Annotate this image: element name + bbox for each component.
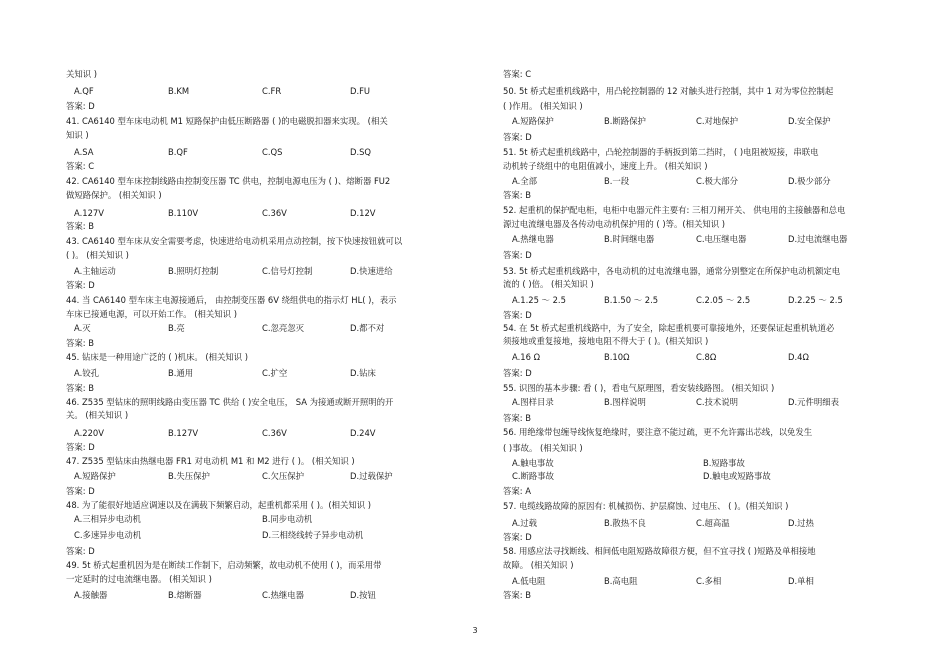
option-d: D.快速进给 bbox=[350, 266, 393, 276]
option-d: D.按钮 bbox=[350, 590, 376, 600]
q57-line-1: 57. 电缆线路故障的原因有: 机械损伤、护层腐蚀、过电压、 ( )。(相关知识 ) bbox=[503, 501, 789, 511]
q58-line-2: 故障。 (相关知识 ) bbox=[503, 560, 574, 570]
option-b: B.时间继电器 bbox=[604, 234, 655, 244]
option-c: C.欠压保护 bbox=[262, 471, 305, 481]
q52-line-2: 源过电流继电器及各传动电动机保护用的 ( )等。(相关知识 ) bbox=[503, 219, 726, 229]
q50-line-2: ( )作用。 (相关知识 ) bbox=[503, 101, 583, 111]
option-d: D.都不对 bbox=[350, 323, 385, 333]
option-b: B.通用 bbox=[168, 368, 194, 378]
option-c: C.热继电器 bbox=[262, 590, 305, 600]
option-a: A.图样目录 bbox=[512, 397, 554, 407]
option-a: A.短路保护 bbox=[512, 116, 554, 126]
q42-line-1: 42. CA6140 型车床控制线路由控制变压器 TC 供电，控制电源电压为 ( )、熔断器 FU2 bbox=[66, 176, 391, 186]
option-c: C.扩空 bbox=[262, 368, 288, 378]
q45-line-1: 45. 钻床是一种用途广泛的 ( )机床。 (相关知识 ) bbox=[66, 352, 249, 362]
option-a: A.QF bbox=[74, 86, 94, 96]
q50-line-1: 50. 5t 桥式起重机线路中，用凸轮控制器的 12 对触头进行控制，其中 1 对为零位控制起 bbox=[503, 86, 834, 96]
option-b: B.图样说明 bbox=[604, 397, 646, 407]
option-a: A.16 Ω bbox=[512, 352, 540, 362]
q56-line-2: ( )事故。 (相关知识 ) bbox=[503, 443, 583, 453]
option-b: B.照明灯控制 bbox=[168, 266, 219, 276]
q50-answer: 答案: D bbox=[503, 132, 532, 142]
option-a: A.过载 bbox=[512, 518, 537, 528]
q55-line-1: 55. 识图的基本步骤: 看 ( )，看电气原理图，看安装线路图。 (相关知识 ) bbox=[503, 383, 775, 393]
q54-line-1: 54. 在 5t 桥式起重机线路中，为了安全，除起重机要可靠接地外，还要保证起重机轨道必 bbox=[503, 323, 835, 333]
option-b: B.失压保护 bbox=[168, 471, 210, 481]
option-d: D.元件明细表 bbox=[788, 397, 839, 407]
option-d: D.钻床 bbox=[350, 368, 376, 378]
q52-line-1: 52. 起重机的保护配电柜，电柜中电器元件主要有: 三相刀闸开关、 供电用的主接触器和总电 bbox=[503, 205, 846, 215]
q45-answer: 答案: B bbox=[66, 383, 94, 393]
q43-answer: 答案: D bbox=[66, 280, 95, 290]
page-number: 3 bbox=[472, 626, 478, 635]
option-c: C.8Ω bbox=[696, 352, 717, 362]
option-b: B.QF bbox=[168, 147, 188, 157]
option-c: C.多相 bbox=[696, 576, 722, 586]
q44-line-1: 44. 当 CA6140 型车床主电源接通后， 由控制变压器 6V 绕组供电的指示灯 HL( )，表示 bbox=[66, 295, 397, 305]
q51-line-1: 51. 5t 桥式起重机线路中，凸轮控制器的手柄扳到第二挡时， ( )电阻被短接，串联电 bbox=[503, 147, 819, 157]
q48-line-1: 48. 为了能很好地适应调速以及在满载下频繁启动，起重机都采用 ( )。(相关知识 ) bbox=[66, 500, 372, 510]
q51-answer: 答案: B bbox=[503, 190, 531, 200]
option-a: C.多速异步电动机 bbox=[74, 530, 142, 540]
option-d: D.24V bbox=[350, 428, 376, 438]
option-d: D.过载保护 bbox=[350, 471, 393, 481]
q40-tail: 关知识 ) bbox=[66, 69, 98, 79]
option-a: A.灭 bbox=[74, 323, 91, 333]
q49-line-1: 49. 5t 桥式起重机因为是在断续工作制下，启动频繁，故电动机不使用 ( )，而采用带 bbox=[66, 560, 382, 570]
q44-line-2: 车床已接通电源，可以开始工作。 (相关知识 ) bbox=[66, 309, 237, 319]
q43-line-2: ( )。 (相关知识 ) bbox=[66, 250, 129, 260]
q44-answer: 答案: B bbox=[66, 338, 94, 348]
option-b: B.110V bbox=[168, 208, 199, 218]
option-d: D.极少部分 bbox=[788, 176, 831, 186]
option-d: D.2.25 ～ 2.5 bbox=[788, 295, 843, 305]
q53-answer: 答案: D bbox=[503, 310, 532, 320]
option-a: A.接触器 bbox=[74, 590, 108, 600]
option-b: B.断路保护 bbox=[604, 116, 646, 126]
option-b: B.1.50 ～ 2.5 bbox=[604, 295, 659, 305]
option-a: A.127V bbox=[74, 208, 104, 218]
q41-line-2: 知识 ) bbox=[66, 130, 89, 140]
q58-line-1: 58. 用感应法寻找断线、相间低电阻短路故障很方便，但不宜寻找 ( )短路及单相接地 bbox=[503, 546, 816, 556]
option-b: B.一段 bbox=[604, 176, 630, 186]
option-b: D.三相绕线转子异步电动机 bbox=[262, 530, 364, 540]
option-b: B.亮 bbox=[168, 323, 185, 333]
option-a: A.主轴运动 bbox=[74, 266, 116, 276]
option-a: C.断路事故 bbox=[512, 471, 555, 481]
q41-answer: 答案: C bbox=[66, 161, 95, 171]
option-b: B.10Ω bbox=[604, 352, 630, 362]
option-c: C.36V bbox=[262, 428, 287, 438]
option-c: C.超高温 bbox=[696, 518, 730, 528]
option-a: A.铰孔 bbox=[74, 368, 99, 378]
q46-line-1: 46. Z535 型钻床的照明线路由变压器 TC 供给 ( )安全电压， SA 为接通或断开照明的开 bbox=[66, 397, 394, 407]
q42-line-2: 做短路保护。 (相关知识 ) bbox=[66, 190, 162, 200]
option-b: B.短路事故 bbox=[703, 458, 745, 468]
option-c: C.2.05 ～ 2.5 bbox=[696, 295, 751, 305]
q54-line-2: 须接地或重复接地，接地电阻不得大于 ( )。(相关知识 ) bbox=[503, 336, 709, 346]
option-b: D.触电或短路事故 bbox=[703, 471, 771, 481]
option-a: A.热继电器 bbox=[512, 234, 554, 244]
option-c: C.极大部分 bbox=[696, 176, 739, 186]
option-c: C.对地保护 bbox=[696, 116, 739, 126]
option-c: C.信号灯控制 bbox=[262, 266, 313, 276]
option-b: B.高电阻 bbox=[604, 576, 638, 586]
option-a: A.三相异步电动机 bbox=[74, 514, 141, 524]
option-a: A.触电事故 bbox=[512, 458, 554, 468]
q46-answer: 答案: D bbox=[66, 442, 95, 452]
option-d: D.过电流继电器 bbox=[788, 234, 848, 244]
option-c: C.电压继电器 bbox=[696, 234, 747, 244]
option-a: A.SA bbox=[74, 147, 94, 157]
q56-answer: 答案: A bbox=[503, 486, 531, 496]
option-d: D.FU bbox=[350, 86, 371, 96]
option-c: C.FR bbox=[262, 86, 282, 96]
option-a: A.低电阻 bbox=[512, 576, 546, 586]
q47-line-1: 47. Z535 型钻床由热继电器 FR1 对电动机 M1 和 M2 进行 ( )。 (相关知识 ) bbox=[66, 456, 355, 466]
option-a: A.短路保护 bbox=[74, 471, 116, 481]
q53-line-2: 流的 ( )倍。 (相关知识 ) bbox=[503, 279, 594, 289]
q56-line-1: 56. 用绝缘带包缠导线恢复绝缘时，要注意不能过疏，更不允许露出芯线，以免发生 bbox=[503, 427, 813, 437]
q58-answer: 答案: B bbox=[503, 590, 531, 600]
option-d: D.安全保护 bbox=[788, 116, 831, 126]
option-d: D.过热 bbox=[788, 518, 814, 528]
option-b: B.127V bbox=[168, 428, 199, 438]
q47-answer: 答案: D bbox=[66, 486, 95, 496]
q42-answer: 答案: B bbox=[66, 221, 94, 231]
option-d: D.12V bbox=[350, 208, 376, 218]
option-a: A.1.25 ～ 2.5 bbox=[512, 295, 566, 305]
option-a: A.220V bbox=[74, 428, 104, 438]
option-d: D.SQ bbox=[350, 147, 372, 157]
q55-answer: 答案: B bbox=[503, 413, 531, 423]
q54-answer: 答案: D bbox=[503, 368, 532, 378]
q57-answer: 答案: D bbox=[503, 532, 532, 542]
q52-answer: 答案: D bbox=[503, 250, 532, 260]
option-b: B.同步电动机 bbox=[262, 514, 313, 524]
q53-line-1: 53. 5t 桥式起重机线路中，各电动机的过电流继电器，通常分别整定在所保护电动机额定电 bbox=[503, 266, 841, 276]
option-b: B.KM bbox=[168, 86, 190, 96]
q40-answer: 答案: D bbox=[66, 101, 95, 111]
option-c: C.技术说明 bbox=[696, 397, 739, 407]
option-a: A.全部 bbox=[512, 176, 537, 186]
option-c: C.QS bbox=[262, 147, 283, 157]
q49-line-2: 一定延时的过电流继电器。 (相关知识 ) bbox=[66, 574, 212, 584]
q46-line-2: 关。 (相关知识 ) bbox=[66, 410, 129, 420]
option-b: B.散热不良 bbox=[604, 518, 646, 528]
q49-answer: 答案: C bbox=[503, 69, 532, 79]
option-d: D.单相 bbox=[788, 576, 814, 586]
q48-answer: 答案: D bbox=[66, 546, 95, 556]
option-c: C.36V bbox=[262, 208, 287, 218]
option-d: D.4Ω bbox=[788, 352, 809, 362]
option-c: C.忽亮忽灭 bbox=[262, 323, 305, 333]
q41-line-1: 41. CA6140 型车床电动机 M1 短路保护由低压断路器 ( )的电磁脱扣器来实现。 (相关 bbox=[66, 116, 388, 126]
q43-line-1: 43. CA6140 型车床从安全需要考虑，快速进给电动机采用点动控制，按下快速按钮就可以 bbox=[66, 236, 403, 246]
option-b: B.熔断器 bbox=[168, 590, 202, 600]
q51-line-2: 动机转子绕组中的电阻值减小，速度上升。 (相关知识 ) bbox=[503, 161, 708, 171]
